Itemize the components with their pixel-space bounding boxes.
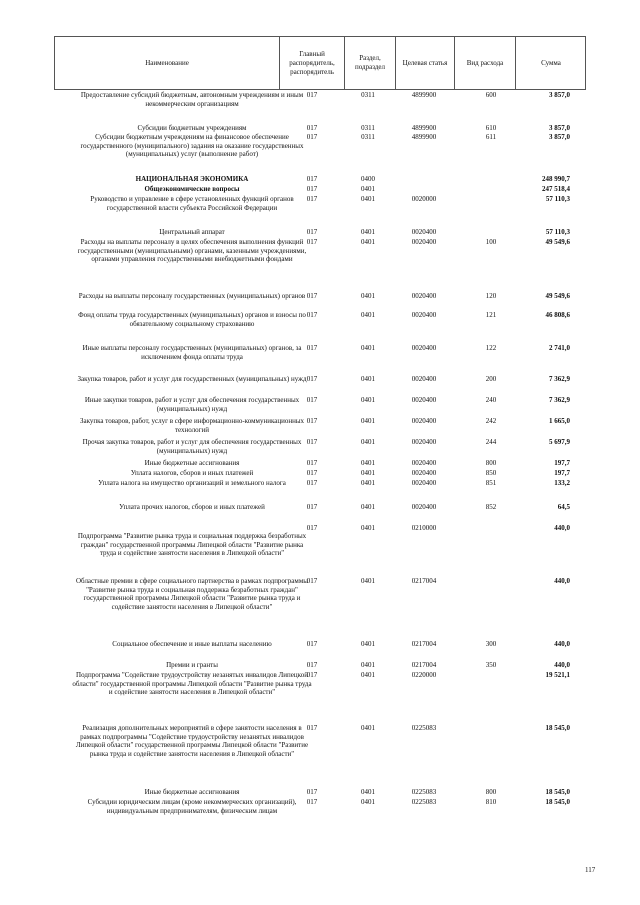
- row-cs: 0020400: [411, 375, 437, 383]
- row-cs: 4899900: [411, 91, 437, 99]
- row-razdel: 0401: [361, 344, 375, 352]
- row-razdel: 0401: [361, 788, 375, 796]
- row-name: Социальное обеспечение и иные выплаты населению: [112, 640, 272, 648]
- row-grbs: 017: [306, 375, 318, 383]
- row-cs: 0020400: [411, 479, 437, 487]
- row-sum: 440,0: [554, 524, 570, 532]
- row-razdel: 0311: [361, 91, 375, 99]
- row-razdel: 0401: [361, 724, 375, 732]
- row-name: Иные бюджетные ассигнования: [144, 788, 240, 796]
- row-cs: 0020400: [411, 292, 437, 300]
- row-name: Прочая закупка товаров, работ и услуг для обеспечения государственных (муниципальных) нужд: [82, 438, 302, 455]
- row-sum: 18 545,0: [545, 788, 570, 796]
- row-razdel: 0401: [361, 311, 375, 319]
- row-vr: 242: [485, 417, 497, 425]
- row-cs: 0020400: [411, 396, 437, 404]
- row-sum: 7 362,9: [549, 375, 570, 383]
- row-sum: 18 545,0: [545, 798, 570, 806]
- row-name: Подпрограмма "Содействие трудоустройству незанятых инвалидов Липецкой области" государственной программы Липецкой области "Развитие рынка труда и содействие занятости населения в Липецкой области": [72, 671, 312, 696]
- row-cs: 0020400: [411, 311, 437, 319]
- row-cs: 0225083: [411, 724, 437, 732]
- row-vr: 240: [485, 396, 497, 404]
- row-name: НАЦИОНАЛЬНАЯ ЭКОНОМИКА: [135, 175, 249, 183]
- row-razdel: 0311: [361, 124, 375, 132]
- row-grbs: 017: [306, 292, 318, 300]
- row-razdel: 0401: [361, 417, 375, 425]
- row-sum: 49 549,6: [545, 238, 570, 246]
- row-razdel: 0401: [361, 459, 375, 467]
- row-razdel: 0401: [361, 524, 375, 532]
- row-razdel: 0401: [361, 438, 375, 446]
- row-name: Предоставление субсидий бюджетным, автономным учреждениям и иным некоммерческим организациям: [80, 91, 304, 108]
- row-vr: 850: [485, 469, 497, 477]
- row-grbs: 017: [306, 417, 318, 425]
- row-grbs: 017: [306, 124, 318, 132]
- row-vr: 810: [485, 798, 497, 806]
- row-name: Иные выплаты персоналу государственных (муниципальных) органов, за исключением фонда оплаты труда: [82, 344, 302, 361]
- header-grbs: Главный распорядитель, распорядитель: [289, 49, 335, 76]
- row-sum: 440,0: [554, 640, 570, 648]
- row-razdel: 0401: [361, 798, 375, 806]
- row-name: Общеэкономические вопросы: [144, 185, 240, 193]
- row-razdel: 0401: [361, 469, 375, 477]
- page-number: 117: [585, 866, 596, 874]
- row-sum: 197,7: [554, 469, 570, 477]
- row-cs: 0020400: [411, 438, 437, 446]
- row-vr: 852: [485, 503, 497, 511]
- row-cs: 0220000: [411, 671, 437, 679]
- row-cs: 0020400: [411, 344, 437, 352]
- row-name: Премии и гранты: [166, 661, 218, 669]
- header-razdel: Раздел, подраздел: [354, 54, 385, 71]
- row-cs: 0217004: [411, 661, 437, 669]
- row-cs: 0020400: [411, 238, 437, 246]
- row-sum: 248 990,7: [542, 175, 570, 183]
- row-grbs: 017: [306, 228, 318, 236]
- row-sum: 440,0: [554, 577, 570, 585]
- table-header: [54, 36, 586, 90]
- row-vr: 600: [485, 91, 497, 99]
- row-grbs: 017: [306, 640, 318, 648]
- row-name: Уплата прочих налогов, сборов и иных платежей: [119, 503, 265, 511]
- row-grbs: 017: [306, 396, 318, 404]
- row-grbs: 017: [306, 91, 318, 99]
- row-grbs: 017: [306, 311, 318, 319]
- row-razdel: 0401: [361, 238, 375, 246]
- row-razdel: 0401: [361, 396, 375, 404]
- row-sum: 3 857,0: [549, 133, 570, 141]
- row-grbs: 017: [306, 724, 318, 732]
- row-name: Подпрограмма "Развитие рынка труда и социальная поддержка безработных граждан" государственной программы Липецкой области "Развитие рынка труда и содействие занятости населения в Липецкой области": [77, 532, 307, 557]
- row-cs: 0020000: [411, 195, 437, 203]
- row-razdel: 0401: [361, 195, 375, 203]
- row-grbs: 017: [306, 479, 318, 487]
- row-grbs: 017: [306, 503, 318, 511]
- row-name: Закупка товаров, работ и услуг для государственных (муниципальных) нужд: [77, 375, 307, 383]
- row-grbs: 017: [306, 344, 318, 352]
- row-grbs: 017: [306, 459, 318, 467]
- row-grbs: 017: [306, 524, 318, 532]
- row-vr: 611: [485, 133, 497, 141]
- row-sum: 133,2: [554, 479, 570, 487]
- row-vr: 122: [485, 344, 497, 352]
- row-vr: 300: [485, 640, 497, 648]
- row-cs: 0217004: [411, 640, 437, 648]
- row-vr: 244: [485, 438, 497, 446]
- row-sum: 1 665,0: [549, 417, 570, 425]
- row-vr: 610: [485, 124, 497, 132]
- row-vr: 200: [485, 375, 497, 383]
- row-name: Фонд оплаты труда государственных (муниципальных) органов и взносы по обязательному социальному страхованию: [78, 311, 306, 328]
- header-sum: Сумма: [541, 58, 561, 67]
- row-cs: 0020400: [411, 228, 437, 236]
- row-razdel: 0401: [361, 640, 375, 648]
- row-name: Реализация дополнительных мероприятий в сфере занятости населения в рамках подпрограммы "Содействие трудоустройству незанятых инвалидов Липецкой области" государственной программы Липецкой области "Развитие рынка труда и содействие занятости населения в Липецкой области": [75, 724, 309, 758]
- row-grbs: 017: [306, 175, 318, 183]
- row-grbs: 017: [306, 438, 318, 446]
- header-vr: Вид расхода: [466, 58, 504, 67]
- row-sum: 49 549,6: [545, 292, 570, 300]
- row-grbs: 017: [306, 238, 318, 246]
- row-razdel: 0401: [361, 661, 375, 669]
- row-cs: 0020400: [411, 503, 437, 511]
- row-name: Субсидии бюджетным учреждениям: [137, 124, 247, 132]
- row-cs: 0020400: [411, 469, 437, 477]
- row-name: Расходы на выплаты персоналу государственных (муниципальных) органов: [78, 292, 306, 300]
- header-name: Наименование: [145, 58, 189, 67]
- row-name: Иные закупки товаров, работ и услуг для обеспечения государственных (муниципальных) нужд: [84, 396, 300, 413]
- header-cs: Целевая статья: [402, 58, 448, 67]
- row-name: Иные бюджетные ассигнования: [144, 459, 240, 467]
- row-cs: 0020400: [411, 417, 437, 425]
- row-vr: 851: [485, 479, 497, 487]
- row-sum: 46 808,6: [545, 311, 570, 319]
- row-name: Закупка товаров, работ, услуг в сфере информационно-коммуникационных технологий: [79, 417, 305, 434]
- row-name: Руководство и управление в сфере установленных функций органов государственной власти субъекта Российской Федерации: [90, 195, 294, 212]
- row-name: Уплата налогов, сборов и иных платежей: [130, 469, 254, 477]
- row-razdel: 0401: [361, 479, 375, 487]
- row-cs: 4899900: [411, 124, 437, 132]
- row-razdel: 0400: [361, 175, 375, 183]
- row-cs: 0210000: [411, 524, 437, 532]
- row-razdel: 0401: [361, 503, 375, 511]
- row-razdel: 0311: [361, 133, 375, 141]
- row-razdel: 0401: [361, 671, 375, 679]
- row-sum: 2 741,0: [549, 344, 570, 352]
- row-vr: 100: [485, 238, 497, 246]
- row-name: Субсидии бюджетным учреждениям на финансовое обеспечение государственного (муниципального) задания на оказание государственных (муниципальных) услуг (выполнение работ): [80, 133, 304, 158]
- row-sum: 3 857,0: [549, 124, 570, 132]
- row-sum: 7 362,9: [549, 396, 570, 404]
- row-cs: 0217004: [411, 577, 437, 585]
- row-razdel: 0401: [361, 228, 375, 236]
- row-razdel: 0401: [361, 185, 375, 193]
- row-vr: 800: [485, 459, 497, 467]
- row-razdel: 0401: [361, 375, 375, 383]
- row-sum: 3 857,0: [549, 91, 570, 99]
- row-sum: 247 518,4: [542, 185, 570, 193]
- row-cs: 0020400: [411, 459, 437, 467]
- row-name: Уплата налога на имущество организаций и земельного налога: [98, 479, 286, 487]
- row-sum: 57 110,3: [545, 195, 570, 203]
- row-name: Расходы на выплаты персоналу в целях обеспечения выполнения функций государственными (муниципальными) органами, казенными учреждениями, органами управления государственными внебюджетными фондами: [77, 238, 307, 263]
- row-cs: 0225083: [411, 798, 437, 806]
- row-sum: 197,7: [554, 459, 570, 467]
- row-sum: 18 545,0: [545, 724, 570, 732]
- row-name: Субсидии юридическим лицам (кроме некоммерческих организаций), индивидуальным предпринимателям, физическим лицам: [87, 798, 297, 815]
- row-grbs: 017: [306, 133, 318, 141]
- row-cs: 4899900: [411, 133, 437, 141]
- row-vr: 121: [485, 311, 497, 319]
- row-grbs: 017: [306, 671, 318, 679]
- row-name: Областные премии в сфере социального партнерства в рамках подпрограммы "Развитие рынка труда и социальная поддержка безработных граждан" государственной программы Липецкой области "Развитие рынка труда и содействие занятости населения в Липецкой области": [76, 577, 308, 611]
- row-sum: 19 521,1: [545, 671, 570, 679]
- row-grbs: 017: [306, 185, 318, 193]
- row-vr: 120: [485, 292, 497, 300]
- row-sum: 5 697,9: [549, 438, 570, 446]
- row-grbs: 017: [306, 195, 318, 203]
- row-name: Центральный аппарат: [159, 228, 225, 236]
- row-grbs: 017: [306, 661, 318, 669]
- row-razdel: 0401: [361, 577, 375, 585]
- row-sum: 440,0: [554, 661, 570, 669]
- row-vr: 350: [485, 661, 497, 669]
- row-cs: 0225083: [411, 788, 437, 796]
- row-sum: 57 110,3: [545, 228, 570, 236]
- row-razdel: 0401: [361, 292, 375, 300]
- row-grbs: 017: [306, 798, 318, 806]
- row-grbs: 017: [306, 469, 318, 477]
- row-sum: 64,5: [557, 503, 570, 511]
- row-grbs: 017: [306, 788, 318, 796]
- row-grbs: 017: [306, 577, 318, 585]
- row-vr: 800: [485, 788, 497, 796]
